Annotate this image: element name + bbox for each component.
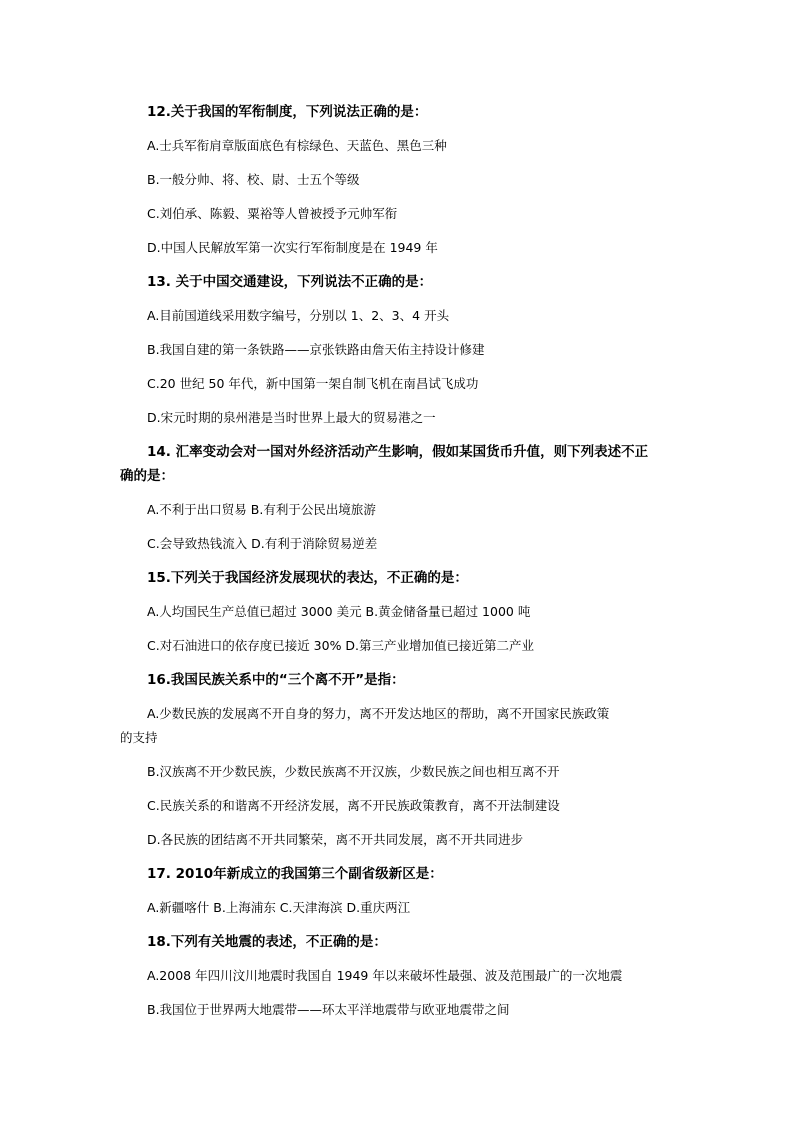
question-title: 18.下列有关地震的表述，不正确的是： [147, 934, 387, 950]
question-title: 16.我国民族关系中的“三个离不开”是指： [147, 672, 405, 688]
option-text: D.各民族的团结离不开共同繁荣，离不开共同发展，离不开共同进步 [147, 832, 524, 847]
option-text: B.我国自建的第一条铁路——京张铁路由詹天佑主持设计修建 [147, 342, 485, 357]
option-text: B.一般分帅、将、校、尉、士五个等级 [147, 172, 360, 187]
option-text: A.士兵军衔肩章版面底色有棕绿色、天蓝色、黑色三种 [147, 138, 447, 153]
question-title: 17. 2010年新成立的我国第三个副省级新区是： [147, 866, 443, 882]
question-title-continued: 确的是： [120, 468, 174, 484]
option-text: C.20 世纪 50 年代，新中国第一架自制飞机在南昌试飞成功 [147, 376, 479, 391]
option-text: A.新疆喀什 B.上海浦东 C.天津海滨 D.重庆两江 [147, 900, 411, 915]
question-title: 15.下列关于我国经济发展现状的表达，不正确的是： [147, 570, 468, 586]
option-text: A.2008 年四川汶川地震时我国自 1949 年以来破坏性最强、波及范围最广的一次地震 [147, 968, 623, 983]
option-text-continued: 的支持 [120, 730, 158, 745]
option-text: A.不利于出口贸易 B.有利于公民出境旅游 [147, 502, 376, 517]
question-title: 13. 关于中国交通建设，下列说法不正确的是： [147, 274, 433, 290]
question-title: 14. 汇率变动会对一国对外经济活动产生影响，假如某国货币升值，则下列表述不正 [147, 444, 649, 460]
option-text: B.我国位于世界两大地震带——环太平洋地震带与欧亚地震带之间 [147, 1002, 510, 1017]
option-text: B.汉族离不开少数民族，少数民族离不开汉族，少数民族之间也相互离不开 [147, 764, 560, 779]
option-text: C.会导致热钱流入 D.有利于消除贸易逆差 [147, 536, 378, 551]
question-title: 12.关于我国的军衔制度，下列说法正确的是： [147, 104, 428, 120]
option-text: C.刘伯承、陈毅、粟裕等人曾被授予元帅军衔 [147, 206, 398, 221]
option-text: C.对石油进口的依存度已接近 30% D.第三产业增加值已接近第二产业 [147, 638, 535, 653]
option-text: D.中国人民解放军第一次实行军衔制度是在 1949 年 [147, 240, 438, 255]
option-text: A.人均国民生产总值已超过 3000 美元 B.黄金储备量已超过 1000 吨 [147, 604, 531, 619]
option-text: D.宋元时期的泉州港是当时世界上最大的贸易港之一 [147, 410, 436, 425]
option-text: C.民族关系的和谐离不开经济发展，离不开民族政策教育，离不开法制建设 [147, 798, 560, 813]
option-text: A.目前国道线采用数字编号，分别以 1、2、3、4 开头 [147, 308, 450, 323]
option-text: A.少数民族的发展离不开自身的努力，离不开发达地区的帮助，离不开国家民族政策 [147, 706, 610, 721]
